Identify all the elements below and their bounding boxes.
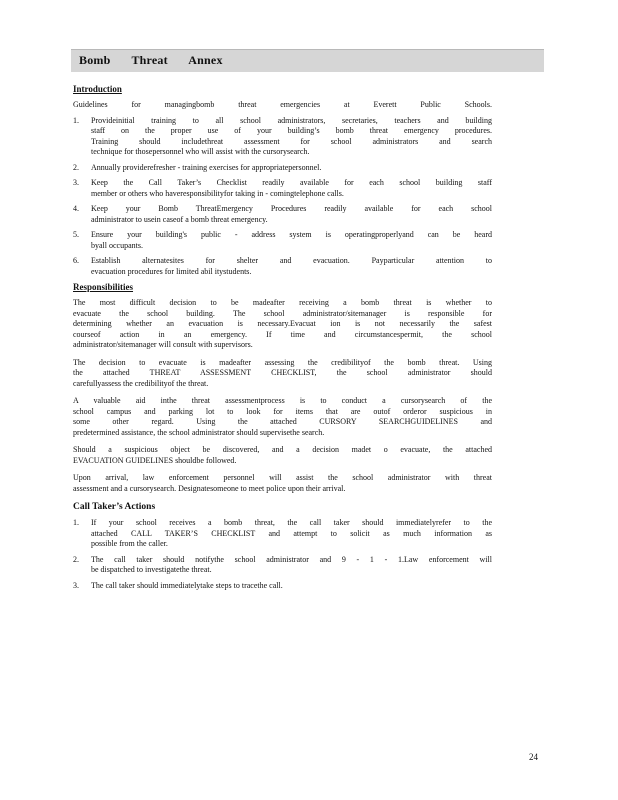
- responsibilities-heading: Responsibilities: [73, 282, 134, 292]
- introduction-line: Guidelines for managingbomb threat emergencies at Everett Public Schools.: [73, 100, 492, 109]
- list-item-number: 4.: [73, 204, 79, 213]
- page-title: Bomb Threat Annex: [79, 53, 223, 67]
- list-item-number: 1.: [73, 115, 79, 125]
- list-item-number: 3.: [73, 178, 79, 187]
- list-item-line: Training should includethreat assessment for school administrators and search: [91, 136, 492, 146]
- list-item-number: 1.: [73, 518, 79, 527]
- paragraph-line: determining whether an evacuation is necessary.Evacuat ion is not necessarily the safest: [73, 319, 492, 328]
- paragraph-line: Should a suspicious object be discovered, and a decision madet o evacuate, the attached: [73, 445, 492, 454]
- list-item-line: technique for thosepersonnel who will assist with the cursorysearch.: [91, 147, 310, 156]
- call-taker-item: [73, 518, 492, 550]
- call-taker-item: [73, 555, 492, 576]
- list-item-line: The call taker should immediatelytake steps to tracethe call.: [91, 580, 283, 590]
- paragraph-line: assessment and a cursorysearch. Designatesomeone to meet police upon their arrival.: [73, 483, 346, 493]
- list-item-line: administrator to usein caseof a bomb threat emergency.: [91, 214, 268, 224]
- paragraph: [73, 298, 492, 351]
- paragraph-line: predetermined assistance, the school administrator should supervisethe search.: [73, 427, 325, 437]
- call-taker-item: [73, 581, 492, 592]
- introduction-item: [73, 116, 492, 158]
- list-item-line: If your school receives a bomb threat, the call taker should immediatelyrefer to the: [91, 518, 492, 527]
- list-item-line: member or others who haveresponsibilityfor taking in - comingtelephone calls.: [91, 188, 344, 198]
- list-item-number: 2.: [73, 162, 79, 172]
- paragraph-line: A valuable aid inthe threat assessmentprocess is to conduct a cursorysearch of the: [73, 396, 492, 405]
- list-item-line: attached CALL TAKER’S CHECKLIST and attempt to solicit as much information as: [91, 528, 492, 538]
- paragraph-line: EVACUATION GUIDELINES shouldbe followed.: [73, 455, 237, 465]
- list-item-line: The call taker should notifythe school administrator and 9 - 1 - 1.Law enforcement will: [91, 554, 492, 564]
- introduction-list: [73, 116, 492, 283]
- paragraph: [73, 473, 492, 494]
- document-body: [73, 84, 492, 596]
- paragraph-line: administrator/sitemanager will consult with supervisors.: [73, 340, 253, 349]
- list-item-line: possible from the caller.: [91, 539, 168, 548]
- paragraph-line: school campus and parking lot to look for items that are outof orderor suspicious in: [73, 406, 492, 416]
- list-item-number: 3.: [73, 580, 79, 590]
- page-number: 24: [529, 752, 538, 762]
- list-item-line: evacuation procedures for limited abil itystudents.: [91, 266, 252, 276]
- list-item-line: byall occupants.: [91, 240, 143, 250]
- paragraph-line: courseof action in an emergency. If time and circumstancespermit, the school: [73, 329, 492, 339]
- paragraph-line: The decision to evacuate is madeafter assessing the credibilityof the bomb threat. Using: [73, 357, 492, 367]
- paragraph: [73, 396, 492, 438]
- paragraph-line: evacuate the school building. The school administrator/sitemanager is responsible for: [73, 308, 492, 318]
- list-item-line: Provideinitial training to all school administrators, secretaries, teachers and building: [91, 115, 492, 125]
- list-item-line: Ensure your building's public - address system is operatingproperlyand can be heard: [91, 230, 492, 239]
- introduction-heading: Introduction: [73, 84, 122, 94]
- call-taker-list: [73, 518, 492, 596]
- title-bar: [71, 49, 544, 72]
- list-item-number: 5.: [73, 230, 79, 239]
- paragraph-line: carefullyassess the credibilityof the threat.: [73, 378, 209, 388]
- responsibilities-paragraphs: [73, 298, 492, 501]
- paragraph-line: the attached THREAT ASSESSMENT CHECKLIST, the school administrator should: [73, 368, 492, 377]
- list-item-line: staff on the proper use of your building’s bomb threat emergency procedures.: [91, 126, 492, 135]
- list-item-line: Keep the Call Taker’s Checklist readily available for each school building staff: [91, 178, 492, 187]
- list-item-line: Keep your Bomb ThreatEmergency Procedures readily available for each school: [91, 204, 492, 213]
- introduction-item: [73, 204, 492, 225]
- list-item-number: 2.: [73, 554, 79, 564]
- introduction-item: [73, 163, 492, 174]
- paragraph-line: Upon arrival, law enforcement personnel will assist the school administrator with threat: [73, 473, 492, 482]
- call-taker-heading: Call Taker’s Actions: [73, 502, 156, 512]
- list-item-line: be dispatched to investigatethe threat.: [91, 565, 212, 574]
- introduction-item: [73, 230, 492, 251]
- paragraph: [73, 445, 492, 466]
- paragraph-line: The most difficult decision to be madeafter receiving a bomb threat is whether to: [73, 298, 492, 307]
- list-item-number: 6.: [73, 256, 79, 265]
- list-item-line: Annually providerefresher - training exercises for appropriatepersonnel.: [91, 162, 322, 172]
- paragraph-line: some other regard. Using the attached CURSORY SEARCHGUIDELINES and: [73, 417, 492, 426]
- introduction-item: [73, 178, 492, 199]
- introduction-item: [73, 256, 492, 277]
- list-item-line: Establish alternatesites for shelter and evacuation. Payparticular attention to: [91, 256, 492, 265]
- paragraph: [73, 358, 492, 390]
